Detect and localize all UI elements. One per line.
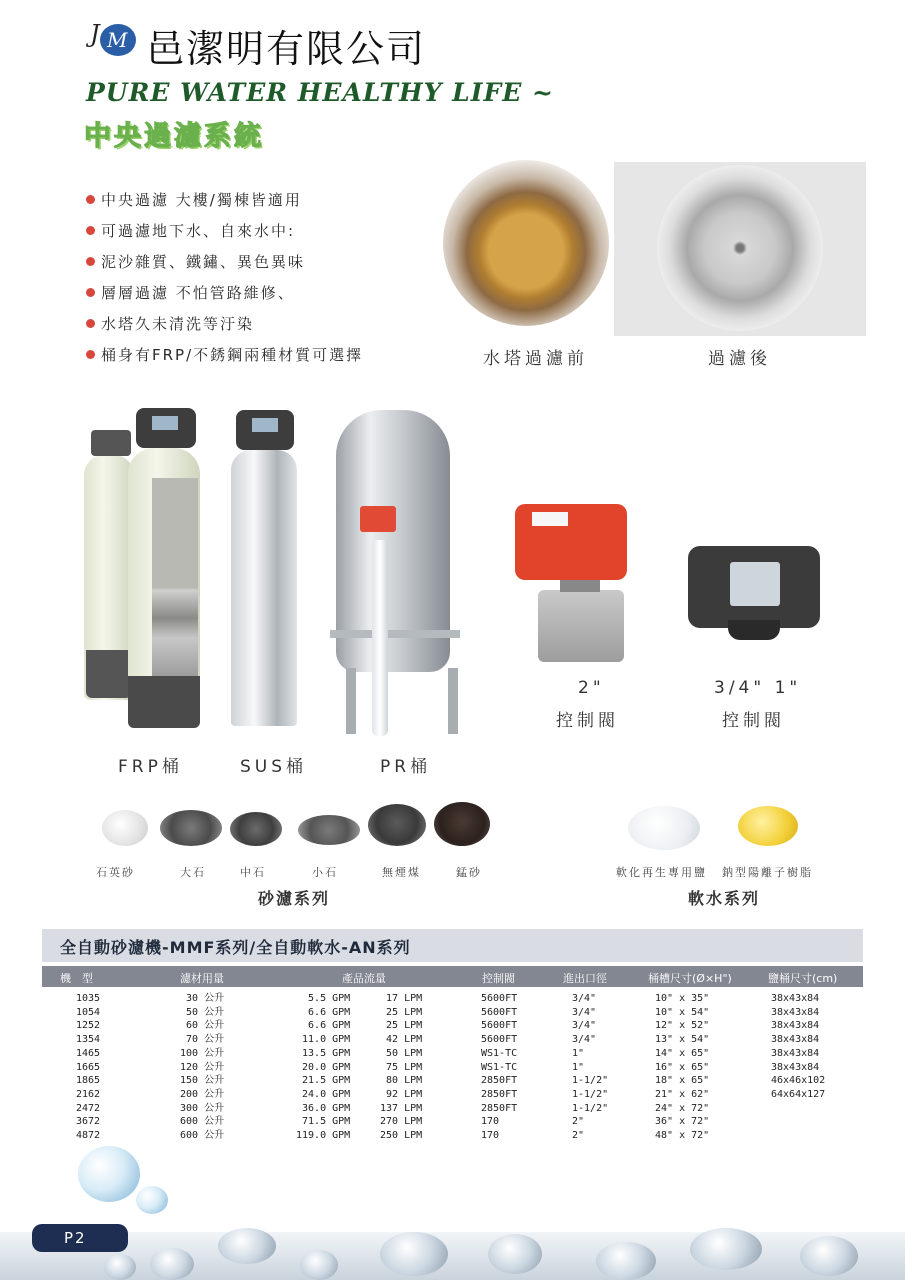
sus-tank (231, 450, 297, 726)
sus-tank-label: SUS桶 (240, 757, 308, 777)
bubble-decoration (300, 1250, 338, 1280)
media-label: 大石 (180, 866, 206, 879)
table-cell: 24.0 GPM (302, 1088, 351, 1100)
table-cell: 5600FT (481, 1020, 518, 1032)
valve-2-label: 控制閥 (556, 711, 619, 731)
bubble-decoration (800, 1236, 858, 1276)
col-lpm (380, 992, 422, 1143)
table-cell: 14" x 65" (655, 1047, 710, 1059)
table-cell: 38x43x84 (771, 1020, 820, 1032)
water-drop-decoration (136, 1186, 168, 1214)
svg-text:J: J (90, 20, 100, 48)
frp-tank-label: FRP桶 (118, 757, 183, 777)
col-tank (655, 992, 709, 1143)
table-cell: 2162 (76, 1088, 101, 1100)
table-cell: 92 LPM (386, 1088, 423, 1100)
table-cell: 38x43x84 (771, 1047, 820, 1059)
valve-display (152, 416, 178, 430)
table-cell: 1-1/2" (572, 1075, 609, 1087)
table-cell: 13" x 54" (655, 1034, 710, 1046)
table-cell: 170 (481, 1130, 500, 1142)
spec-table-header (42, 966, 863, 987)
table-cell: 137 LPM (380, 1102, 423, 1114)
before-filter-photo (443, 160, 609, 326)
table-cell: 13.5 GPM (302, 1047, 351, 1059)
table-cell: WS1-TC (481, 1061, 518, 1073)
col-header-salt: 鹽桶尺寸(cm) (768, 972, 838, 985)
table-cell: 42 LPM (386, 1034, 423, 1046)
medium-gravel-sample (230, 812, 282, 846)
table-cell: 250 LPM (380, 1130, 423, 1142)
table-cell: 2472 (76, 1102, 101, 1114)
table-cell: 600 公升 (180, 1116, 225, 1128)
table-cell: 270 LPM (380, 1116, 423, 1128)
bubble-decoration (218, 1228, 276, 1264)
table-cell: 60 公升 (186, 1020, 225, 1032)
col-valve (481, 992, 517, 1143)
table-cell: 71.5 GPM (302, 1116, 351, 1128)
table-cell: 119.0 GPM (296, 1130, 351, 1142)
table-cell: 50 LPM (386, 1047, 423, 1059)
table-cell: 1465 (76, 1047, 101, 1059)
water-drop-decoration (78, 1146, 140, 1202)
col-media (180, 992, 224, 1143)
table-cell: 30 公升 (186, 993, 225, 1004)
col-header-flow: 產品流量 (342, 972, 386, 985)
feature-item: 中央過濾 大樓/獨棟皆適用 (86, 184, 363, 215)
table-cell: 4872 (76, 1130, 101, 1142)
page-number-tab (32, 1224, 128, 1252)
col-header-valve: 控制閥 (482, 972, 515, 985)
after-caption: 過濾後 (708, 349, 771, 369)
bullet-icon (86, 288, 95, 297)
pr-tank-leg (346, 668, 356, 734)
table-cell: 10" x 54" (655, 1006, 710, 1018)
table-cell: 48" x 72" (655, 1130, 710, 1142)
actuator-label-plate (532, 512, 568, 526)
bubble-decoration (104, 1254, 136, 1280)
table-cell: 25 LPM (386, 1006, 423, 1018)
table-cell: 21.5 GPM (302, 1075, 351, 1087)
table-cell: 36" x 72" (655, 1116, 710, 1128)
table-cell: 1665 (76, 1061, 101, 1073)
media-label: 石英砂 (96, 866, 135, 879)
table-cell: 600 公升 (180, 1130, 225, 1142)
salt-sample (628, 806, 700, 850)
three-way-valve (538, 590, 624, 662)
table-cell: 6.6 GPM (308, 1020, 351, 1032)
table-cell: 5600FT (481, 1006, 518, 1018)
table-cell: 21" x 62" (655, 1088, 710, 1100)
table-cell: 38x43x84 (771, 1006, 820, 1018)
col-header-port: 進出口徑 (563, 972, 607, 985)
table-cell: 70 公升 (186, 1034, 225, 1046)
spec-table-title-bar (42, 929, 863, 962)
small-gravel-sample (298, 815, 360, 845)
softener-series-title: 軟水系列 (688, 889, 761, 908)
table-cell: 200 公升 (180, 1088, 225, 1100)
bullet-icon (86, 319, 95, 328)
table-cell: 1" (572, 1061, 585, 1073)
large-gravel-sample (160, 810, 222, 846)
bottom-bubble-band (0, 1232, 905, 1280)
table-cell: 5600FT (481, 993, 518, 1004)
media-label: 錳砂 (456, 866, 482, 879)
bullet-icon (86, 226, 95, 235)
table-cell: 5.5 GPM (308, 993, 351, 1004)
table-cell: 80 LPM (386, 1075, 423, 1087)
table-cell: 12" x 52" (655, 1020, 710, 1032)
after-filter-basin (657, 165, 823, 331)
page-number: P2 (64, 1229, 87, 1247)
quartz-sand-sample (102, 810, 148, 846)
frp-tank-large-base (128, 676, 200, 728)
table-cell: 1865 (76, 1075, 101, 1087)
bubble-decoration (596, 1242, 656, 1280)
media-label: 鈉型陽離子樹脂 (722, 866, 813, 879)
bubble-decoration (488, 1234, 542, 1274)
table-cell: 3/4" (572, 1006, 597, 1018)
table-cell: 170 (481, 1116, 500, 1128)
table-cell: 38x43x84 (771, 993, 820, 1004)
frp-tank-small-base (86, 650, 132, 698)
table-cell: 1" (572, 1047, 585, 1059)
table-cell: 6.6 GPM (308, 1006, 351, 1018)
table-cell: 3/4" (572, 993, 597, 1004)
before-caption: 水塔過濾前 (483, 349, 588, 369)
table-cell: 120 公升 (180, 1061, 225, 1073)
pr-tank-ring (330, 630, 460, 638)
frp-tank-cutaway (152, 478, 198, 678)
anthracite-sample (368, 804, 426, 846)
section-title: 中央過濾系統 (84, 121, 264, 152)
media-label: 無煙煤 (382, 866, 421, 879)
table-cell: 2" (572, 1116, 585, 1128)
table-cell: 38x43x84 (771, 1034, 820, 1046)
bullet-icon (86, 350, 95, 359)
table-cell: 3672 (76, 1116, 101, 1128)
table-cell: 1035 (76, 993, 101, 1004)
bubble-decoration (150, 1248, 194, 1280)
table-cell: 100 公升 (180, 1047, 225, 1059)
pr-tank-label: PR桶 (380, 757, 432, 777)
valve-display (252, 418, 278, 432)
media-label: 中石 (240, 866, 266, 879)
feature-item: 泥沙雜質、鐵鏽、異色異味 (86, 246, 363, 277)
col-header-model: 機 型 (60, 972, 93, 985)
table-cell: 25 LPM (386, 1020, 423, 1032)
table-cell: 20.0 GPM (302, 1061, 351, 1073)
col-model (76, 992, 100, 1143)
table-cell: 1354 (76, 1034, 101, 1046)
table-cell: WS1-TC (481, 1047, 518, 1059)
table-cell: 5600FT (481, 1034, 518, 1046)
table-cell: 10" x 35" (655, 993, 710, 1004)
valve-34-label: 控制閥 (722, 711, 785, 731)
spec-table-title: 全自動砂濾機-MMF系列/全自動軟水-AN系列 (60, 938, 411, 957)
pr-tank-leg (448, 668, 458, 734)
resin-sample (738, 806, 798, 846)
table-cell: 38x43x84 (771, 1061, 820, 1073)
table-cell: 75 LPM (386, 1061, 423, 1073)
pr-tank-valve (360, 506, 396, 532)
feature-item: 水塔久未清洗等汙染 (86, 308, 363, 339)
table-cell: 1-1/2" (572, 1088, 609, 1100)
col-salt (771, 992, 825, 1102)
table-cell: 18" x 65" (655, 1075, 710, 1087)
bubble-decoration (690, 1228, 762, 1270)
control-valve-base (728, 620, 780, 640)
table-cell: 17 LPM (386, 993, 423, 1004)
col-port (572, 992, 608, 1143)
table-cell: 1054 (76, 1006, 101, 1018)
table-cell: 1252 (76, 1020, 101, 1032)
media-label: 軟化再生專用鹽 (616, 866, 707, 879)
table-cell: 2850FT (481, 1102, 518, 1114)
table-cell: 2" (572, 1130, 585, 1142)
media-label: 小石 (312, 866, 338, 879)
valve-head-small (91, 430, 131, 456)
bullet-icon (86, 195, 95, 204)
company-logo (86, 16, 138, 60)
manganese-sand-sample (434, 802, 490, 846)
table-cell: 2850FT (481, 1088, 518, 1100)
control-valve-display (730, 562, 780, 606)
table-cell: 150 公升 (180, 1075, 225, 1087)
table-cell: 24" x 72" (655, 1102, 710, 1114)
col-header-tank: 桶槽尺寸(Ø×H") (648, 972, 732, 985)
valve-34-size: 3/4" 1" (714, 678, 802, 698)
table-cell: 1-1/2" (572, 1102, 609, 1114)
after-filter-photo (614, 162, 866, 336)
table-cell: 3/4" (572, 1034, 597, 1046)
sand-series-title: 砂濾系列 (258, 889, 331, 908)
col-gpm (296, 992, 350, 1143)
svg-text:M: M (107, 28, 128, 52)
table-cell: 50 公升 (186, 1006, 225, 1018)
feature-item: 可過濾地下水、自來水中: (86, 215, 363, 246)
bubble-decoration (380, 1232, 448, 1276)
feature-list (86, 184, 363, 370)
feature-item: 桶身有FRP/不銹鋼兩種材質可選擇 (86, 339, 363, 370)
valve-stem (560, 578, 600, 592)
bullet-icon (86, 257, 95, 266)
table-cell: 11.0 GPM (302, 1034, 351, 1046)
table-cell: 64x64x127 (771, 1088, 826, 1100)
feature-item: 層層過濾 不怕管路維修、 (86, 277, 363, 308)
pr-tank-pipe (372, 540, 388, 736)
table-cell: 2850FT (481, 1075, 518, 1087)
valve-2-size: 2" (578, 678, 605, 698)
table-cell: 300 公升 (180, 1102, 225, 1114)
table-cell: 3/4" (572, 1020, 597, 1032)
slogan: PURE WATER HEALTHY LIFE ~ (86, 78, 554, 107)
table-cell: 36.0 GPM (302, 1102, 351, 1114)
col-header-media: 濾材用量 (180, 972, 224, 985)
table-cell: 46x46x102 (771, 1075, 826, 1087)
table-cell: 16" x 65" (655, 1061, 710, 1073)
company-name: 邑潔明有限公司 (146, 27, 427, 71)
